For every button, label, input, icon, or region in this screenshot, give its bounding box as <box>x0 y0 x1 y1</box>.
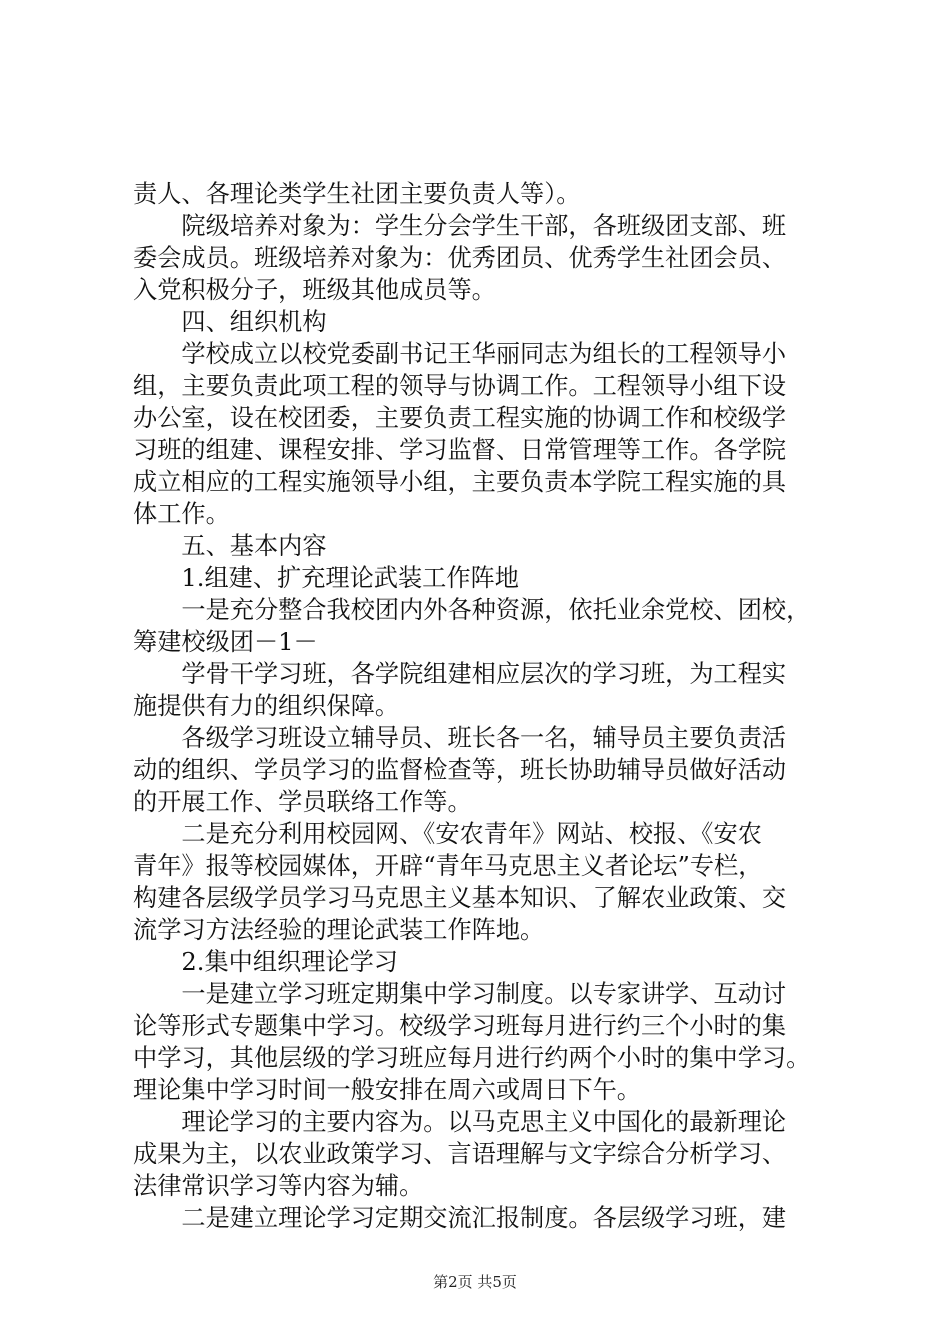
body-text-line: 动的组织、学员学习的监督检查等，班长协助辅导员做好活动 <box>133 756 787 784</box>
body-text-line: 论等形式专题集中学习。校级学习班每月进行约三个小时的集 <box>133 1012 787 1040</box>
body-text-line: 施提供有力的组织保障。 <box>133 692 400 720</box>
body-text-line: 责人、各理论类学生社团主要负责人等）。 <box>133 180 581 208</box>
body-text-line: 二是建立理论学习定期交流汇报制度。各层级学习班，建 <box>133 1204 787 1232</box>
body-text-line: 体工作。 <box>133 500 230 528</box>
body-text-line: 委会成员。班级培养对象为：优秀团员、优秀学生社团会员、 <box>133 244 787 272</box>
body-text-line: 的开展工作、学员联络工作等。 <box>133 788 472 816</box>
body-text-line: 组，主要负责此项工程的领导与协调工作。工程领导小组下设 <box>133 372 787 400</box>
page-footer: 第2页 共5页 <box>433 1273 517 1291</box>
body-text-line: 二是充分利用校园网、《安农青年》网站、校报、《安农 <box>133 820 762 848</box>
body-text-line: 办公室，设在校团委，主要负责工程实施的协调工作和校级学 <box>133 404 787 432</box>
body-text-line: 一是建立学习班定期集中学习制度。以专家讲学、互动讨 <box>133 980 787 1008</box>
body-text-line: 理论学习的主要内容为。以马克思主义中国化的最新理论 <box>133 1108 787 1136</box>
body-text-line: 五、基本内容 <box>133 532 327 560</box>
body-text-line: 青年》报等校园媒体，开辟“青年马克思主义者论坛”专栏， <box>133 852 763 880</box>
body-text-line: 理论集中学习时间一般安排在周六或周日下午。 <box>133 1076 641 1104</box>
body-text-line: 流学习方法经验的理论武装工作阵地。 <box>133 916 545 944</box>
body-text-line: 法律常识学习等内容为辅。 <box>133 1172 424 1200</box>
body-text-line: 筹建校级团－1－ <box>133 628 318 656</box>
body-text-line: 学校成立以校党委副书记王华丽同志为组长的工程领导小 <box>133 340 787 368</box>
body-text-line: 构建各层级学员学习马克思主义基本知识、了解农业政策、交 <box>133 884 787 912</box>
body-text-line: 学骨干学习班，各学院组建相应层次的学习班，为工程实 <box>133 660 787 688</box>
body-text-line: 成果为主，以农业政策学习、言语理解与文字综合分析学习、 <box>133 1140 787 1168</box>
body-text-line: 院级培养对象为：学生分会学生干部，各班级团支部、班 <box>133 212 787 240</box>
body-text-line: 2.集中组织理论学习 <box>133 948 398 976</box>
body-text-line: 各级学习班设立辅导员、班长各一名，辅导员主要负责活 <box>133 724 787 752</box>
body-text-line: 入党积极分子，班级其他成员等。 <box>133 276 496 304</box>
body-text-line: 一是充分整合我校团内外各种资源，依托业余党校、团校， <box>133 596 811 624</box>
body-text-line: 中学习，其他层级的学习班应每月进行约两个小时的集中学习。 <box>133 1044 811 1072</box>
body-text-line: 四、组织机构 <box>133 308 327 336</box>
body-text-line: 习班的组建、课程安排、学习监督、日常管理等工作。各学院 <box>133 436 787 464</box>
body-text-line: 成立相应的工程实施领导小组，主要负责本学院工程实施的具 <box>133 468 787 496</box>
body-text-line: 1.组建、扩充理论武装工作阵地 <box>133 564 519 592</box>
